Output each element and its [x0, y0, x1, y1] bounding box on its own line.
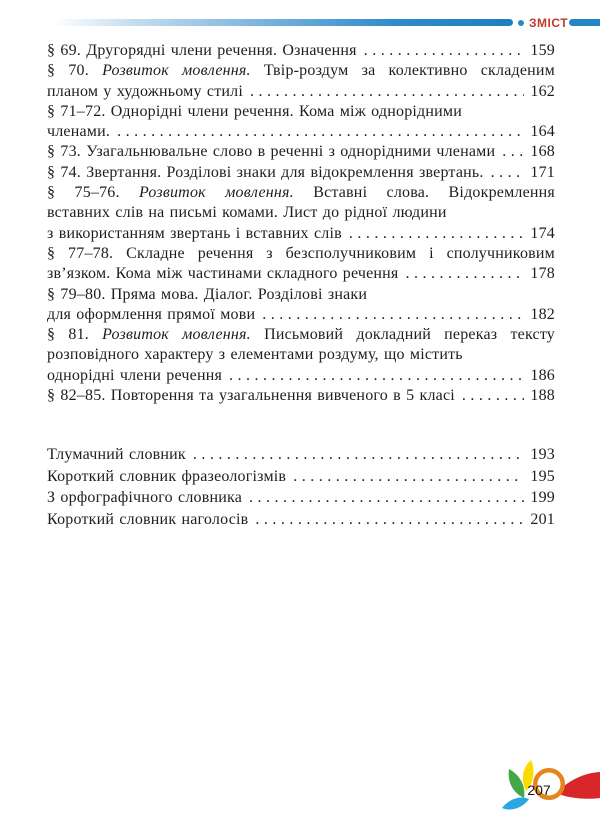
dot-leader [193, 444, 524, 466]
toc-entry [47, 142, 555, 162]
toc-entry [47, 163, 555, 183]
appendix-item [47, 487, 555, 509]
toc-line [47, 102, 555, 122]
appendix-item-text: З орфографічного словника [47, 489, 243, 507]
appendix-item-text: Тлумачний словник [47, 446, 186, 463]
toc-line-text [47, 224, 342, 244]
dot-leader [491, 163, 525, 183]
toc-page-number: 186 [530, 366, 555, 384]
toc-page-number: 182 [530, 305, 555, 323]
toc-entry-italic-label: Розвиток мовлення. [102, 326, 251, 344]
toc-page-number: 162 [530, 82, 555, 100]
toc-entry-italic-label: Розвиток мовлення. [102, 62, 251, 80]
toc-entry [47, 61, 555, 102]
toc-entry-text: зв’язком. Кома між частинами складного речення [47, 265, 399, 283]
toc-entry [47, 244, 555, 285]
toc-line [47, 366, 555, 386]
toc-entry-text: § 74. Звертання. Розділові знаки для відокремлення звертань. [47, 163, 484, 181]
dot-leader [462, 386, 524, 406]
toc-line-text [47, 82, 243, 102]
toc-entry [47, 325, 555, 386]
toc-entry-text: вставних слів на письмі комами. Лист до рідної людини [47, 204, 447, 222]
toc-page-number: 195 [530, 467, 555, 485]
dot-leader [349, 224, 525, 244]
toc-line [47, 142, 555, 162]
toc-entry-text: Твір-роздум за колективно складеним [250, 62, 555, 80]
dot-leader [249, 487, 524, 509]
toc-line [47, 386, 555, 406]
toc-page-number: 168 [530, 143, 555, 161]
toc-entry-text: § 70. [47, 62, 103, 80]
dot-leader [364, 41, 525, 61]
appendix-item [47, 466, 555, 488]
toc-line-text [47, 163, 484, 183]
toc-line [47, 41, 555, 61]
toc-line-text [47, 286, 367, 303]
toc-page-number: 193 [530, 446, 555, 463]
publisher-logo-icon [498, 748, 600, 818]
toc-line [47, 61, 555, 81]
toc-entry-text: планом у художньому стилі [47, 82, 243, 100]
toc-line-text [47, 62, 555, 79]
appendix-item-text: Короткий словник наголосів [47, 511, 249, 529]
toc-entry-text: з використанням звертань і вставних слів [47, 224, 342, 242]
toc-page-number: 164 [530, 123, 555, 141]
toc-entry [47, 41, 555, 61]
toc-line-text [47, 184, 555, 201]
toc-entry-text: членами. [47, 123, 111, 141]
appendix-item [47, 444, 555, 466]
toc-entry [47, 285, 555, 326]
toc-line-text [47, 305, 255, 325]
toc-entry-text: для оформлення прямої мови [47, 305, 256, 323]
toc-entries [47, 41, 555, 406]
toc-line-text [47, 326, 555, 343]
toc-entry [47, 386, 555, 406]
toc-line [47, 244, 555, 264]
toc-entry-text: § 73. Узагальнювальне слово в реченні з однорідними членами [47, 143, 496, 161]
toc-entry [47, 102, 555, 143]
toc-entry-text: § 75–76. [47, 184, 140, 202]
toc-entry-text: § 69. Другорядні члени речення. Означення [47, 42, 357, 59]
page-number: 207 [527, 782, 551, 798]
toc-line-text [47, 122, 110, 142]
toc-line-text [47, 41, 357, 61]
toc-line-text [47, 245, 555, 262]
dot-leader [117, 122, 524, 142]
header-bullet-icon [518, 20, 524, 26]
toc-entry-text: § 81. [47, 326, 103, 344]
toc-line [47, 183, 555, 203]
toc-line [47, 203, 555, 223]
toc-entry-text: § 79–80. Пряма мова. Діалог. Розділові знаки [47, 285, 368, 303]
toc-line-text [47, 204, 447, 221]
page-header [0, 16, 600, 33]
appendix-list [47, 444, 555, 531]
dot-leader [262, 305, 524, 325]
toc-line [47, 122, 555, 142]
toc-line [47, 325, 555, 345]
logo-blue-petal-icon [502, 797, 529, 809]
toc-line [47, 285, 555, 305]
toc-page-number: 201 [530, 511, 555, 529]
toc-page-number: 171 [530, 163, 555, 181]
dot-leader [255, 509, 524, 531]
header-rule-right [569, 19, 600, 26]
toc-entry-text: розповідного характеру з елементами роздуму, що містить [47, 346, 463, 364]
toc-line-text [47, 264, 399, 284]
toc-line [47, 345, 555, 365]
toc-line [47, 224, 555, 244]
appendix-item [47, 509, 555, 531]
toc-entry-text: Письмовий докладний переказ тексту [250, 326, 556, 344]
toc-line-text [47, 386, 455, 406]
toc-entry-text: § 71–72. Однорідні члени речення. Кома між однорідними [47, 102, 462, 120]
dot-leader [406, 264, 525, 284]
toc-line-text [47, 103, 462, 120]
toc-entry [47, 183, 555, 244]
toc-line [47, 264, 555, 284]
toc-entry-italic-label: Розвиток мовлення. [139, 184, 294, 202]
toc-line [47, 163, 555, 183]
toc-entry-text: § 77–78. Складне речення з безсполучниковим і сполучниковим [47, 244, 555, 262]
toc-entry-text: Вставні слова. Відокремлення [293, 184, 555, 202]
dot-leader [250, 82, 524, 102]
toc-entry-text: § 82–85. Повторення та узагальнення вивченого в 5 класі [47, 387, 455, 405]
toc-line-text [47, 346, 463, 363]
toc-line-text [47, 366, 222, 386]
toc-page-number: 174 [530, 224, 555, 242]
dot-leader [229, 366, 524, 386]
toc-line [47, 305, 555, 325]
page-header-title: ЗМІСТ [529, 16, 569, 30]
dot-leader [293, 466, 524, 488]
toc-line [47, 82, 555, 102]
dot-leader [502, 142, 524, 162]
toc-entry-text: однорідні члени речення [47, 366, 223, 384]
toc-page-number: 188 [530, 387, 555, 405]
header-rule [52, 19, 513, 26]
toc-page-number: 178 [530, 265, 555, 283]
logo-green-petal-icon [509, 769, 525, 798]
appendix-item-text: Короткий словник фразеологізмів [47, 467, 287, 485]
toc-page-number: 159 [530, 42, 555, 59]
toc-page-number: 199 [530, 489, 555, 507]
toc-line-text [47, 142, 495, 162]
